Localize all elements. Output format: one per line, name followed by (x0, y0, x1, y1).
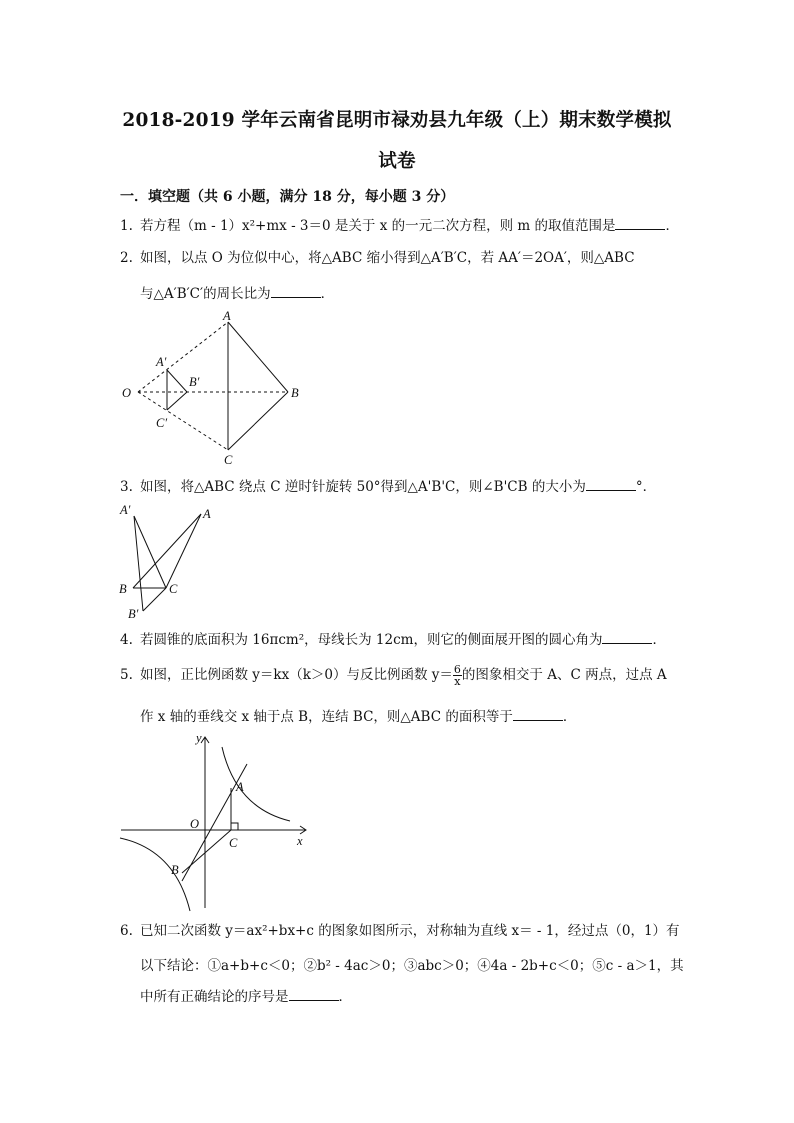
question-number: 4. (120, 632, 133, 648)
answer-blank[interactable] (289, 987, 339, 1001)
question-6-line2: 以下结论：①a+b+c＜0；②b² - 4ac＞0；③abc＞0；④4a - 2b+c＜0；⑤c - a＞1，其 (140, 958, 684, 974)
section-heading: 一．填空题（共 6 小题，满分 18 分，每小题 3 分） (120, 189, 455, 205)
question-text: 如图，将△ABC 绕点 C 逆时针旋转 50°得到△A'B'C，则∠B'CB 的大小为 (140, 479, 586, 495)
question-1: 1. 若方程（m - 1）x²+mx - 3＝0 是关于 x 的一元二次方程，则 m 的取值范围是 ． (120, 218, 679, 234)
label-A: A (223, 309, 231, 323)
question-text: 若方程（m - 1）x²+mx - 3＝0 是关于 x 的一元二次方程，则 m 的取值范围是 (140, 218, 616, 234)
label-O: O (190, 817, 200, 831)
question-number: 1. (120, 218, 133, 234)
label-B: B (171, 863, 179, 877)
label-A: A (236, 780, 244, 794)
question-number: 5. (120, 667, 133, 683)
label-x: x (297, 834, 303, 848)
question-6-line3: 中所有正确结论的序号是 ． (140, 989, 352, 1005)
label-C: C (224, 453, 233, 467)
question-text: 如图，以点 O 为位似中心，将△ABC 缩小得到△A′B′C，若 AA′＝2OA′，则△ABC (140, 250, 635, 266)
label-A: A (203, 507, 211, 521)
question-6 (120, 921, 680, 941)
label-B: B (291, 386, 299, 400)
question-5: 5. 如图，正比例函数 y＝kx（k＞0）与反比例函数 y＝ $\frac{6}{x}$ 的图象相交于 A、C 两点，过点 A (120, 663, 667, 688)
question-text: 若圆锥的底面积为 16πcm²，母线长为 12cm，则它的侧面展开图的圆心角为 (140, 632, 603, 648)
question-text: 如图，正比例函数 y＝kx（k＞0）与反比例函数 y＝ (140, 667, 453, 683)
question-number: 6. (120, 923, 133, 939)
question-4: 4. 若圆锥的底面积为 16πcm²，母线长为 12cm，则它的侧面展开图的圆心角为 ． (120, 632, 666, 648)
question-number: 2. (120, 250, 133, 266)
label-y: y (196, 731, 202, 745)
fraction: $\frac{6}{x}$ (453, 663, 461, 688)
question-3: 3. 如图，将△ABC 绕点 C 逆时针旋转 50°得到△A'B'C，则∠B'CB 的大小为 °． (120, 479, 657, 495)
label-A1: A′ (156, 355, 167, 369)
page-title-line2: 试卷 (378, 151, 416, 172)
page-title: 2018-2019 学年云南省昆明市禄劝县九年级（上）期末数学模拟 (122, 110, 672, 131)
label-B: B (119, 582, 127, 596)
label-C: C (169, 582, 178, 596)
question-text: 已知二次函数 y＝ax²+bx+c 的图象如图所示，对称轴为直线 x＝ - 1，经过点（0，1）有 (140, 923, 680, 939)
label-B1: B′ (189, 375, 200, 389)
label-A1: A′ (120, 503, 131, 517)
label-B1: B′ (128, 607, 139, 621)
label-C1: C′ (156, 416, 168, 430)
question-number: 3. (120, 479, 133, 495)
question-5-cont: 作 x 轴的垂线交 x 轴于点 B，连结 BC，则△ABC 的面积等于 ． (140, 709, 577, 725)
question-2-cont: 与△A′B′C′的周长比为 ． (140, 286, 335, 302)
label-C: C (229, 836, 238, 850)
label-O: O (122, 386, 132, 400)
